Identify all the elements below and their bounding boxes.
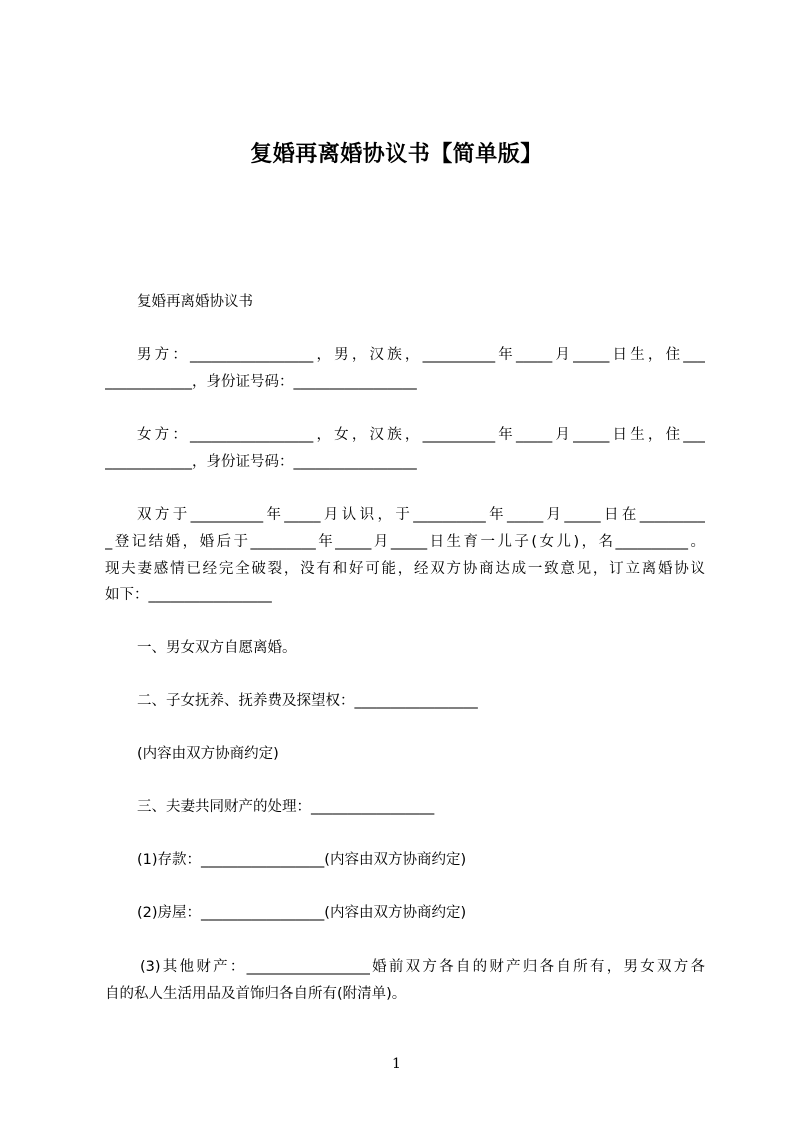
marriage-paragraph-line-3: 现夫妻感情已经完全破裂，没有和好可能，经双方协商达成一致意见，订立离婚协议 bbox=[105, 561, 705, 577]
section-heading: 复婚再离婚协议书 bbox=[137, 294, 253, 310]
page-number: 1 bbox=[392, 1056, 401, 1072]
female-party-line-2: ____________，身份证号码：_________________ bbox=[105, 454, 417, 470]
marriage-paragraph-line-1: 双方于__________年_____月认识，于__________年_____月_____日在_________ bbox=[137, 507, 705, 523]
female-party-line-1: 女方：_________________，女，汉族，__________年_____月_____日生，住___ bbox=[137, 427, 705, 443]
clause-2: 二、子女抚养、抚养费及探望权：_________________ bbox=[137, 693, 478, 709]
marriage-paragraph-line-4: 如下：_________________ bbox=[105, 587, 272, 603]
clause-3-item-3-line-1: (3)其他财产：_________________婚前双方各自的财产归各自所有，男女双方各 bbox=[140, 959, 705, 975]
male-party-line-2: ____________，身份证号码：_________________ bbox=[105, 374, 417, 390]
clause-3-item-3-line-2: 自的私人生活用品及首饰归各自所有(附清单)。 bbox=[105, 986, 407, 1002]
male-party-line-1: 男方：_________________，男，汉族，__________年_____月_____日生，住___ bbox=[137, 347, 705, 363]
clause-1: 一、男女双方自愿离婚。 bbox=[137, 640, 297, 656]
clause-3-item-1: (1)存款：_________________(内容由双方协商约定) bbox=[137, 852, 467, 868]
clause-3: 三、夫妻共同财产的处理：_________________ bbox=[137, 799, 435, 815]
clause-2-note: (内容由双方协商约定) bbox=[137, 746, 279, 762]
marriage-paragraph-line-2: _登记结婚，婚后于_________年_____月_____日生育一儿子(女儿)，名__________。 bbox=[105, 534, 705, 550]
clause-3-item-2: (2)房屋：_________________(内容由双方协商约定) bbox=[137, 905, 467, 921]
document-title: 复婚再离婚协议书【简单版】 bbox=[250, 142, 543, 167]
